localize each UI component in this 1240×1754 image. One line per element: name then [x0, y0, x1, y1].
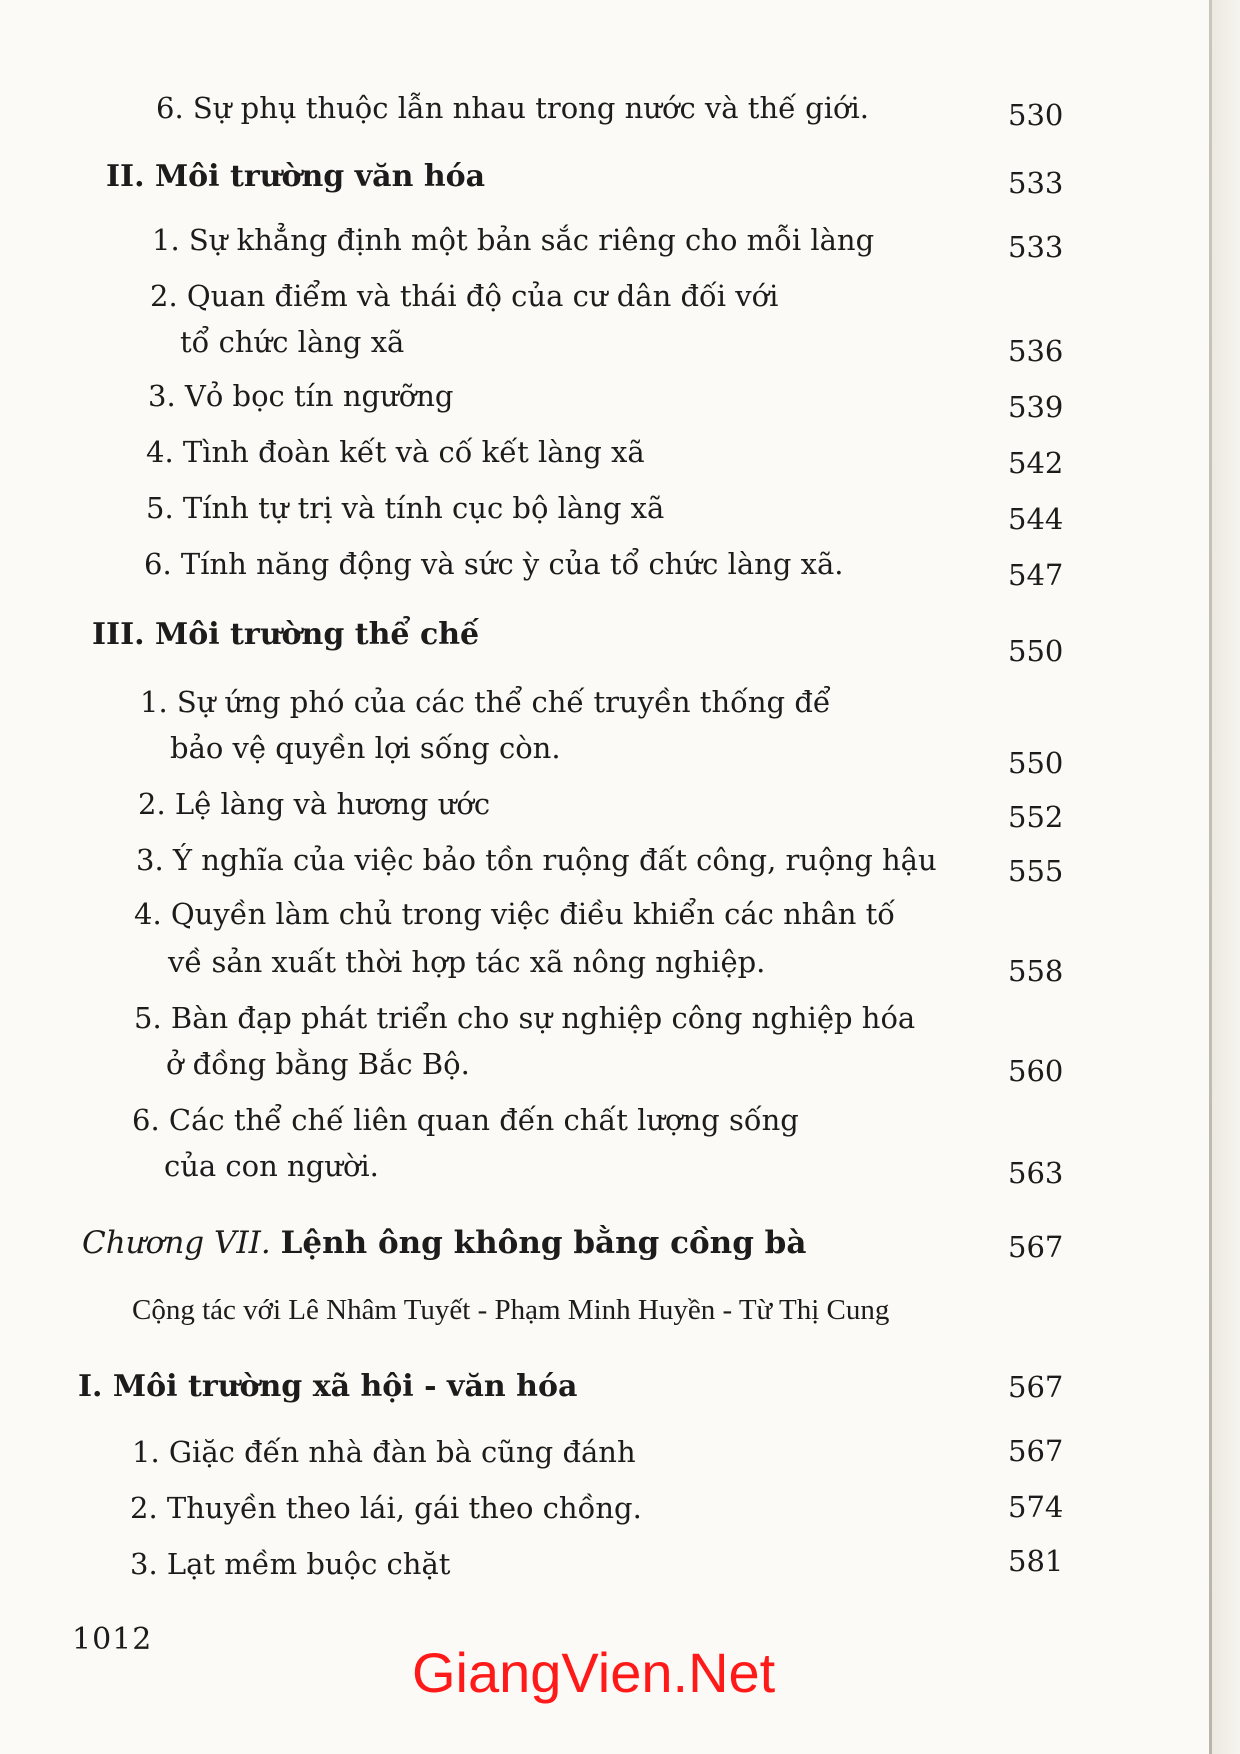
toc-entry-text: 4. Quyền làm chủ trong việc điều khiển các nhân tố: [134, 897, 896, 931]
toc-entry-page: 533: [1008, 166, 1064, 200]
chapter-title: Lệnh ông không bằng cồng bà: [280, 1225, 807, 1261]
toc-entry-text: 2. Thuyền theo lái, gái theo chồng.: [130, 1491, 642, 1525]
page-edge-line: [1209, 0, 1212, 1754]
section-heading: III. Môi trường thể chế: [92, 617, 480, 652]
toc-entry-text-cont: bảo vệ quyền lợi sống còn.: [170, 731, 561, 765]
toc-entry-text: 6. Sự phụ thuộc lẫn nhau trong nước và thế giới.: [156, 91, 869, 125]
toc-entry-page: 574: [1008, 1490, 1064, 1524]
toc-entry-page: 544: [1008, 502, 1064, 536]
section-heading: II. Môi trường văn hóa: [106, 159, 486, 194]
toc-entry-text-cont: ở đồng bằng Bắc Bộ.: [166, 1047, 470, 1081]
toc-entry-text: 2. Quan điểm và thái độ của cư dân đối với: [150, 279, 779, 313]
toc-entry-text: 6. Các thể chế liên quan đến chất lượng sống: [132, 1103, 799, 1137]
toc-entry-text: 1. Sự khẳng định một bản sắc riêng cho mỗi làng: [152, 223, 875, 257]
section-heading: I. Môi trường xã hội - văn hóa: [78, 1369, 578, 1404]
toc-entry-page: 547: [1008, 558, 1064, 592]
toc-entry-page: 530: [1008, 98, 1064, 132]
toc-entry-text: 6. Tính năng động và sức ỳ của tổ chức làng xã.: [144, 547, 844, 581]
toc-entry-page: 542: [1008, 446, 1064, 480]
page-number: 1012: [72, 1622, 153, 1657]
toc-entry-text: 5. Bàn đạp phát triển cho sự nghiệp công nghiệp hóa: [134, 1001, 916, 1035]
toc-entry-text-cont: của con người.: [164, 1149, 379, 1183]
toc-entry-text: 1. Sự ứng phó của các thể chế truyền thống để: [140, 685, 831, 719]
chapter-heading: [82, 1226, 806, 1262]
toc-entry-page: 550: [1008, 634, 1064, 668]
toc-entry-text-cont: về sản xuất thời hợp tác xã nông nghiệp.: [168, 945, 766, 979]
toc-entry-text: 3. Ý nghĩa của việc bảo tồn ruộng đất công, ruộng hậu: [136, 843, 937, 877]
toc-entry-text: 4. Tình đoàn kết và cố kết làng xã: [146, 435, 645, 469]
toc-entry-page: 563: [1008, 1156, 1064, 1190]
toc-entry-text: 3. Lạt mềm buộc chặt: [130, 1547, 451, 1581]
toc-entry-page: 581: [1008, 1544, 1064, 1578]
page-edge-shadow: [1212, 0, 1240, 1754]
toc-entry-text: 1. Giặc đến nhà đàn bà cũng đánh: [132, 1435, 636, 1469]
toc-entry-page: 567: [1008, 1370, 1064, 1404]
toc-entry-page: 533: [1008, 230, 1064, 264]
chapter-page: 567: [1008, 1230, 1064, 1264]
toc-entry-text: 3. Vỏ bọc tín ngưỡng: [148, 379, 454, 413]
toc-entry-text: 5. Tính tự trị và tính cục bộ làng xã: [146, 491, 665, 525]
toc-entry-text-cont: tổ chức làng xã: [180, 325, 405, 359]
chapter-prefix: Chương VII.: [82, 1225, 271, 1261]
coauthors-line: Cộng tác với Lê Nhâm Tuyết - Phạm Minh Huyền - Từ Thị Cung: [132, 1294, 890, 1326]
toc-entry-page: 536: [1008, 334, 1064, 368]
toc-entry-text: 2. Lệ làng và hương ước: [138, 787, 491, 821]
toc-entry-page: 567: [1008, 1434, 1064, 1468]
toc-entry-page: 560: [1008, 1054, 1064, 1088]
watermark-text: GiangVien.Net: [412, 1641, 776, 1704]
toc-entry-page: 539: [1008, 390, 1064, 424]
toc-entry-page: 552: [1008, 800, 1064, 834]
toc-entry-page: 558: [1008, 954, 1064, 988]
toc-entry-page: 550: [1008, 746, 1064, 780]
toc-entry-page: 555: [1008, 854, 1064, 888]
